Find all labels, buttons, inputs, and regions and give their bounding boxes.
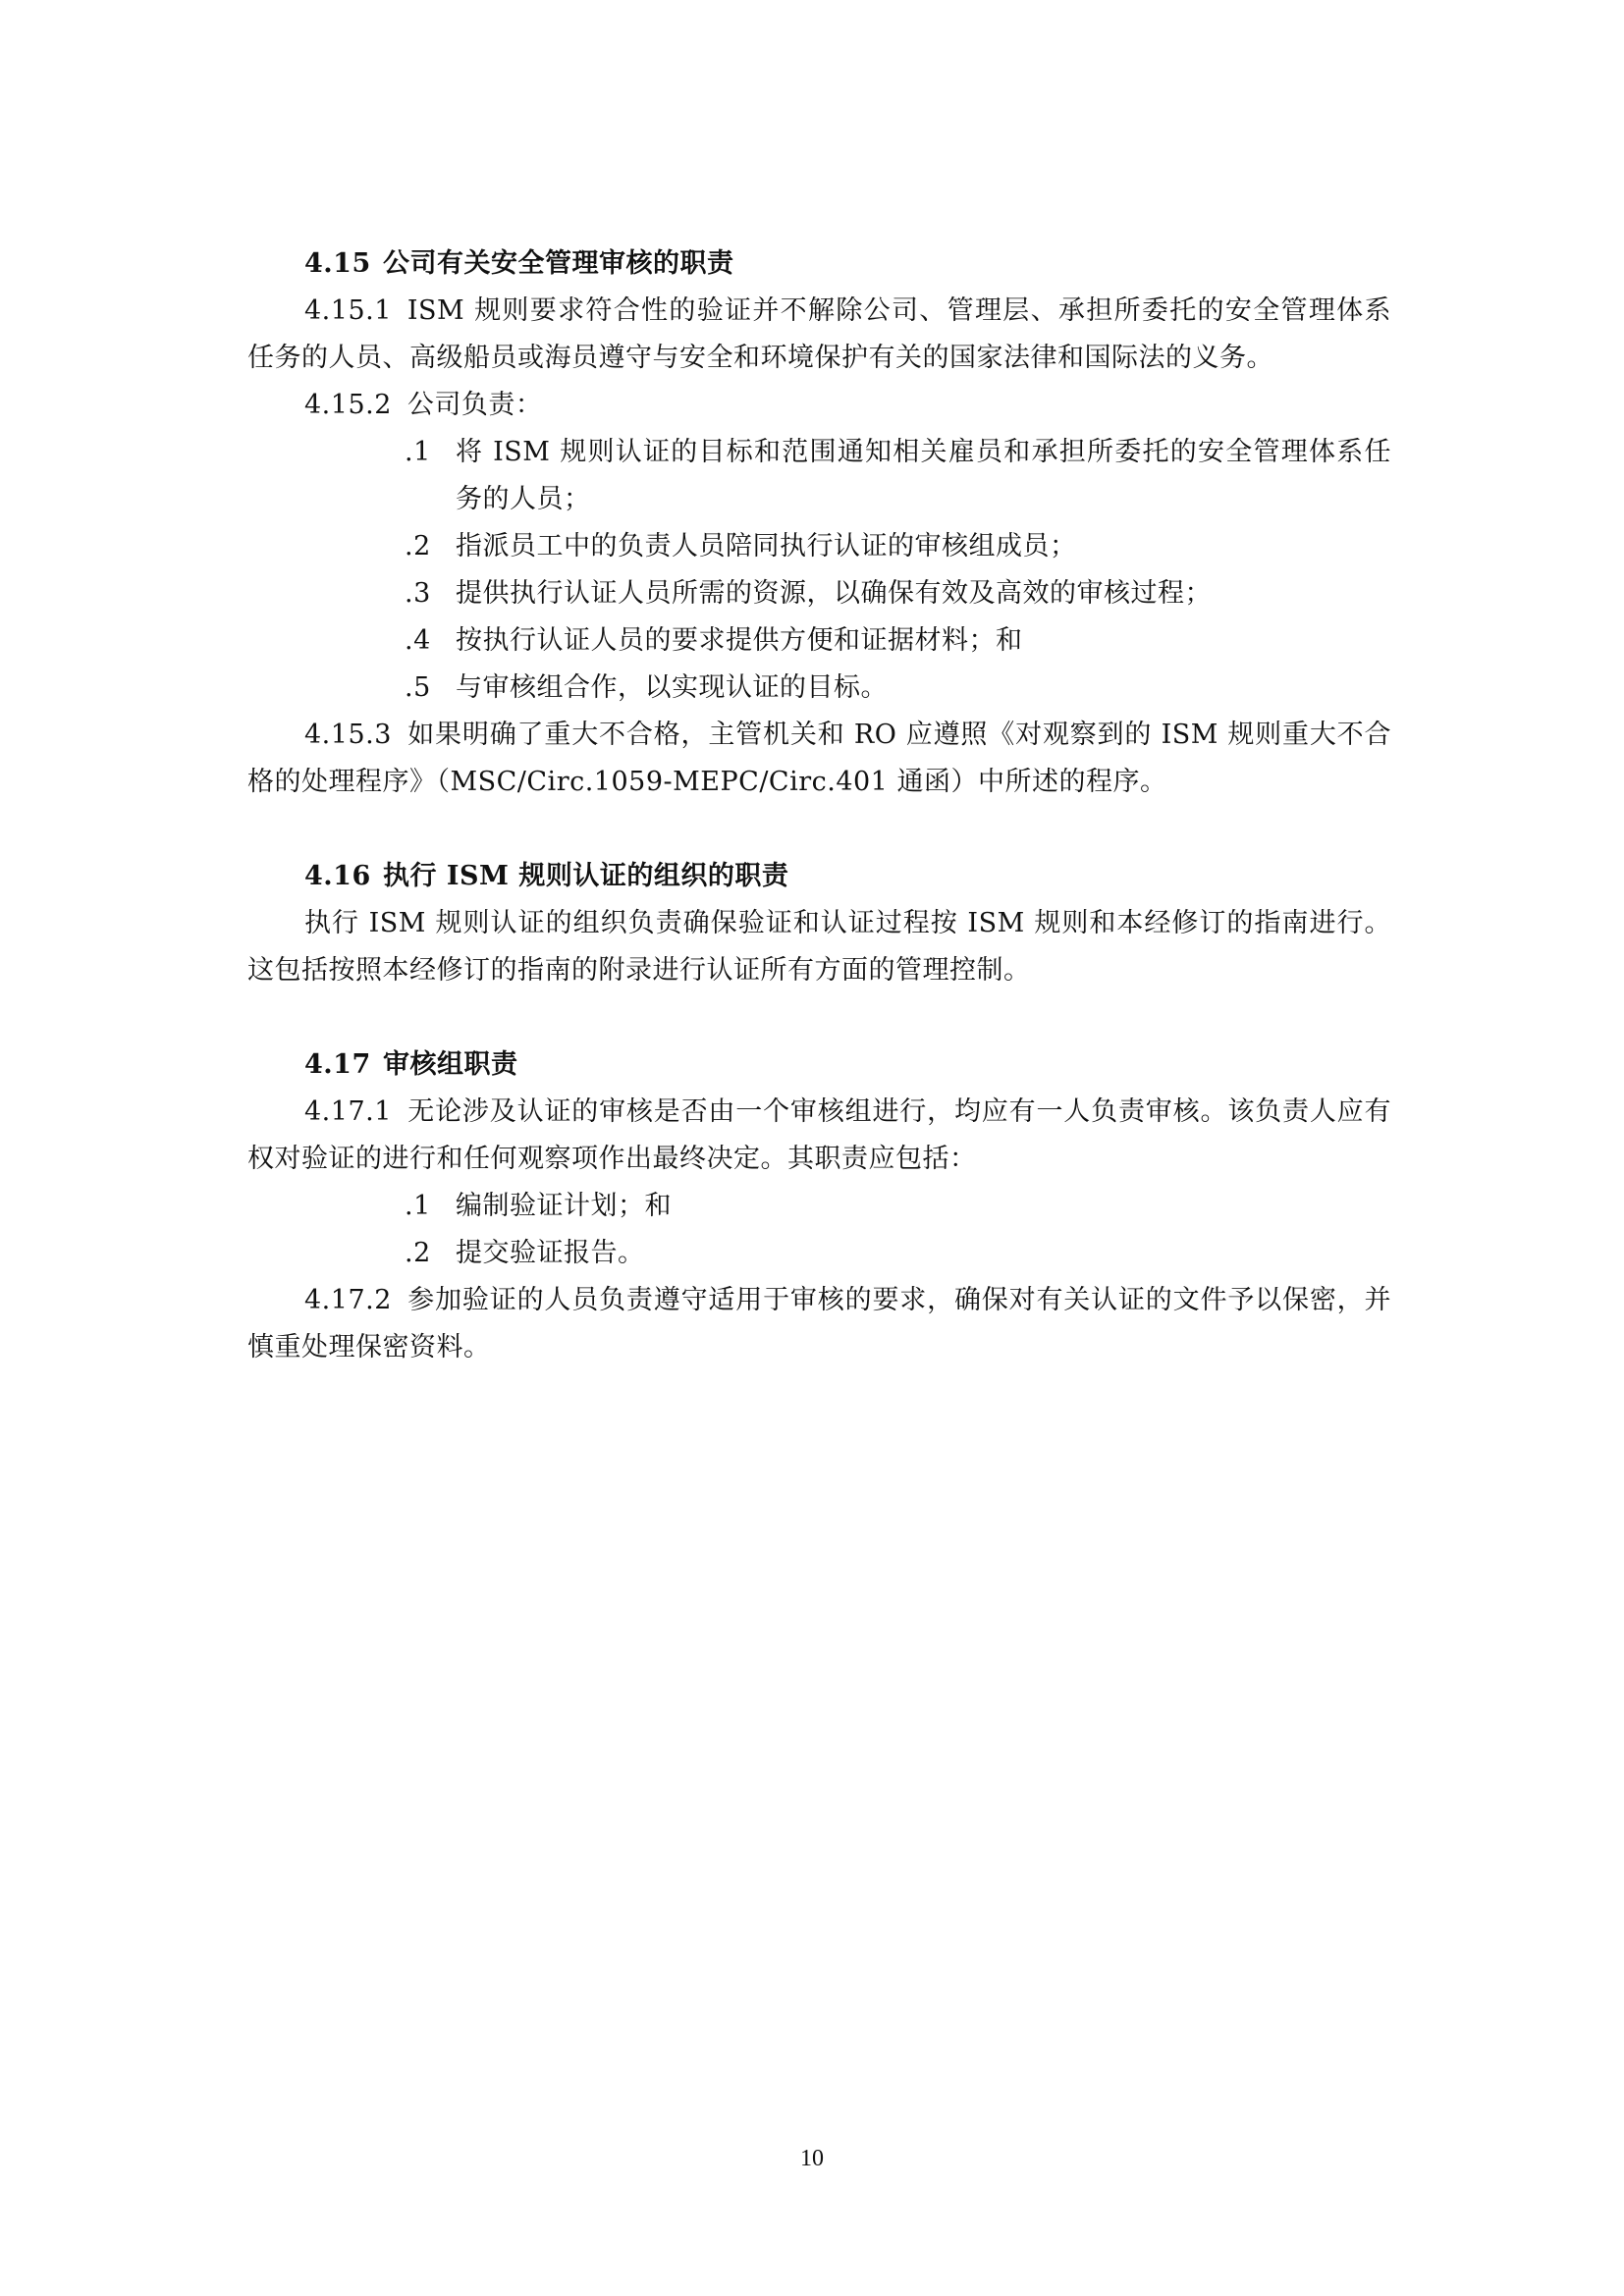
- paragraph-text: 执行 ISM 规则认证的组织负责确保验证和认证过程按 ISM 规则和本经修订的指南进行。这包括按照本经修订的指南的附录进行认证所有方面的管理控制。: [247, 908, 1391, 986]
- section-heading-4-17: [247, 1041, 1391, 1089]
- paragraph-number: 4.15.3: [304, 720, 392, 750]
- list-item: [247, 570, 1391, 617]
- list-item: [247, 523, 1391, 570]
- list-item-number: .2: [405, 1238, 431, 1268]
- list-item-number: .2: [405, 531, 431, 561]
- paragraph-4-15-2: [247, 382, 1391, 429]
- paragraph-number: 4.15.2: [304, 390, 392, 420]
- section-title: 审核组职责: [383, 1049, 518, 1080]
- list-item-text: 提交验证报告。: [456, 1238, 645, 1268]
- section-heading-4-16: [247, 853, 1391, 900]
- paragraph-4-15-1: [247, 288, 1391, 382]
- list-item: [247, 617, 1391, 665]
- list-item-text: 与审核组合作，以实现认证的目标。: [456, 672, 888, 703]
- section-title: 公司有关安全管理审核的职责: [383, 248, 734, 279]
- section-number: 4.15: [304, 248, 371, 279]
- list-item-text: 按执行认证人员的要求提供方便和证据材料；和: [456, 625, 1023, 656]
- paragraph-4-15-3: [247, 712, 1391, 806]
- section-number: 4.17: [304, 1049, 371, 1080]
- paragraph-4-17-2: [247, 1277, 1391, 1371]
- paragraph-text: 如果明确了重大不合格，主管机关和 RO 应遵照《对观察到的 ISM 规则重大不合格的处理程序》（MSC/Circ.1059-MEPC/Circ.401 通函）中所述的程序。: [247, 720, 1391, 797]
- paragraph-number: 4.17.2: [304, 1285, 392, 1315]
- paragraph-text: 公司负责：: [406, 390, 543, 420]
- list-item-number: .3: [405, 578, 431, 609]
- section-gap: [247, 994, 1391, 1041]
- list-item: [247, 1183, 1391, 1230]
- list-item-number: .5: [405, 672, 431, 703]
- section-heading-4-15: [247, 240, 1391, 288]
- list-item: [247, 665, 1391, 712]
- section-gap: [247, 806, 1391, 853]
- list-item: [247, 1230, 1391, 1277]
- paragraph-text: 参加验证的人员负责遵守适用于审核的要求，确保对有关认证的文件予以保密，并慎重处理保密资料。: [247, 1285, 1391, 1362]
- list-item-text: 编制验证计划；和: [456, 1191, 672, 1221]
- list-item-text: 将 ISM 规则认证的目标和范围通知相关雇员和承担所委托的安全管理体系任务的人员；: [456, 437, 1391, 514]
- page-number: 10: [800, 2146, 824, 2171]
- section-title: 执行 ISM 规则认证的组织的职责: [383, 861, 789, 891]
- paragraph-text: 无论涉及认证的审核是否由一个审核组进行，均应有一人负责审核。该负责人应有权对验证的进行和任何观察项作出最终决定。其职责应包括：: [247, 1096, 1391, 1174]
- section-number: 4.16: [304, 861, 371, 891]
- list-item-number: .1: [405, 437, 431, 467]
- paragraph-number: 4.15.1: [304, 295, 392, 326]
- list-item-number: .4: [405, 625, 431, 656]
- list-item-text: 指派员工中的负责人员陪同执行认证的审核组成员；: [456, 531, 1077, 561]
- paragraph-number: 4.17.1: [304, 1096, 392, 1127]
- list-item-number: .1: [405, 1191, 431, 1221]
- paragraph-text: ISM 规则要求符合性的验证并不解除公司、管理层、承担所委托的安全管理体系任务的人员、高级船员或海员遵守与安全和环境保护有关的国家法律和国际法的义务。: [247, 295, 1391, 373]
- paragraph-4-16: [247, 900, 1391, 994]
- list-item-text: 提供执行认证人员所需的资源，以确保有效及高效的审核过程；: [456, 578, 1212, 609]
- list-item: [247, 429, 1391, 523]
- paragraph-4-17-1: [247, 1089, 1391, 1183]
- page-content: [247, 240, 1391, 1371]
